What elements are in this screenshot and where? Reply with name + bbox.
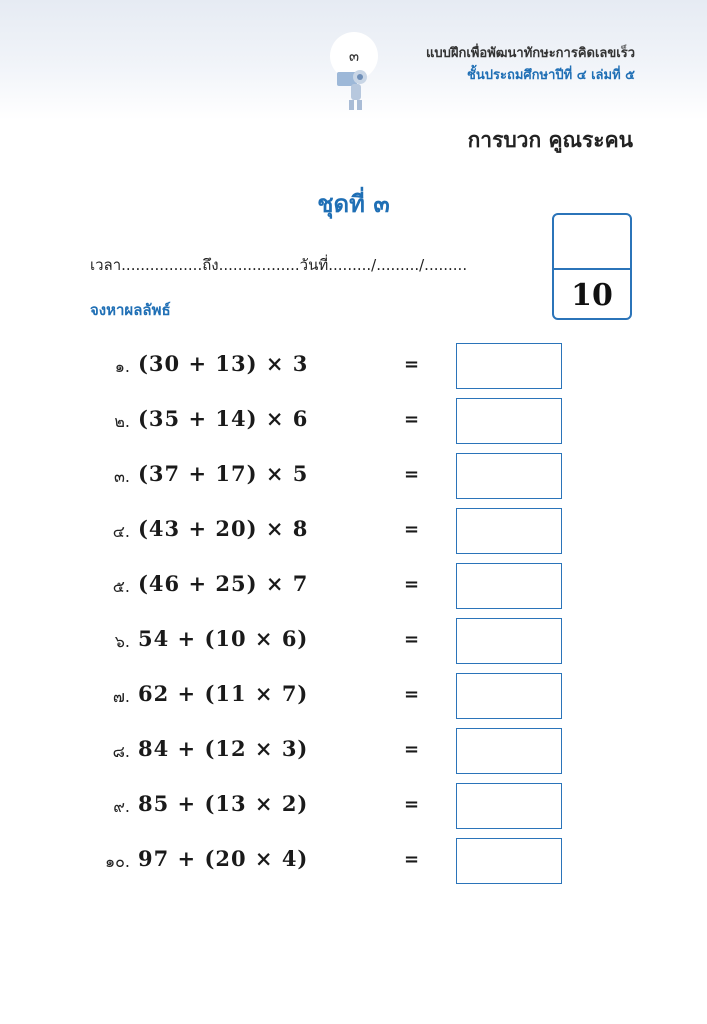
book-subtitle: ชั้นประถมศึกษาปีที่ ๔ เล่มที่ ๕ (467, 68, 635, 83)
answer-box[interactable] (456, 728, 562, 774)
equals-sign: = (404, 684, 420, 705)
answer-box[interactable] (456, 838, 562, 884)
question-row (0, 618, 707, 664)
answer-box[interactable] (456, 673, 562, 719)
question-expression: (30 + 13) × 3 (138, 351, 309, 376)
equals-sign: = (404, 409, 420, 430)
question-number: ๘. (112, 742, 130, 761)
answer-box[interactable] (456, 453, 562, 499)
question-number: ๓. (113, 467, 130, 486)
question-row (0, 838, 707, 884)
time-date-line: เวลา.................ถึง.................วันที่........./........./......... (90, 256, 468, 274)
equals-sign: = (404, 464, 420, 485)
question-number: ๙. (113, 797, 130, 816)
question-expression: (46 + 25) × 7 (138, 571, 309, 596)
answer-box[interactable] (456, 343, 562, 389)
instruction: จงหาผลลัพธ์ (90, 301, 171, 319)
question-row (0, 508, 707, 554)
equals-sign: = (404, 574, 420, 595)
question-expression: (37 + 17) × 5 (138, 461, 309, 486)
question-expression: 97 + (20 × 4) (138, 846, 309, 871)
question-row (0, 563, 707, 609)
question-number: ๗. (112, 687, 130, 706)
answer-box[interactable] (456, 398, 562, 444)
question-expression: 54 + (10 × 6) (138, 626, 309, 651)
answer-box[interactable] (456, 508, 562, 554)
question-row (0, 673, 707, 719)
question-row (0, 398, 707, 444)
equals-sign: = (404, 739, 420, 760)
question-expression: 62 + (11 × 7) (138, 681, 309, 706)
question-number: ๖. (114, 632, 130, 651)
full-marks: 10 (571, 277, 613, 313)
question-row (0, 453, 707, 499)
answer-box[interactable] (456, 563, 562, 609)
book-title: แบบฝึกเพื่อพัฒนาทักษะการคิดเลขเร็ว (426, 46, 635, 61)
equals-sign: = (404, 794, 420, 815)
question-number: ๔. (112, 522, 130, 541)
answer-box[interactable] (456, 783, 562, 829)
question-row (0, 343, 707, 389)
question-number: ๑๐. (104, 852, 130, 871)
score-box (552, 213, 632, 320)
question-row (0, 783, 707, 829)
mascot-icon (333, 66, 373, 112)
question-expression: 85 + (13 × 2) (138, 791, 309, 816)
question-number: ๕. (112, 577, 130, 596)
question-expression: (35 + 14) × 6 (138, 406, 309, 431)
equals-sign: = (404, 629, 420, 650)
equals-sign: = (404, 354, 420, 375)
question-expression: (43 + 20) × 8 (138, 516, 309, 541)
page-number: ๓ (330, 32, 378, 80)
question-expression: 84 + (12 × 3) (138, 736, 309, 761)
equals-sign: = (404, 849, 420, 870)
answer-box[interactable] (456, 618, 562, 664)
topic-title: การบวก คูณระคน (467, 128, 633, 152)
question-number: ๒. (114, 412, 130, 431)
score-input-area[interactable] (554, 215, 630, 270)
question-number: ๑. (114, 357, 130, 376)
equals-sign: = (404, 519, 420, 540)
question-row (0, 728, 707, 774)
set-title: ชุดที่ ๓ (317, 190, 390, 218)
